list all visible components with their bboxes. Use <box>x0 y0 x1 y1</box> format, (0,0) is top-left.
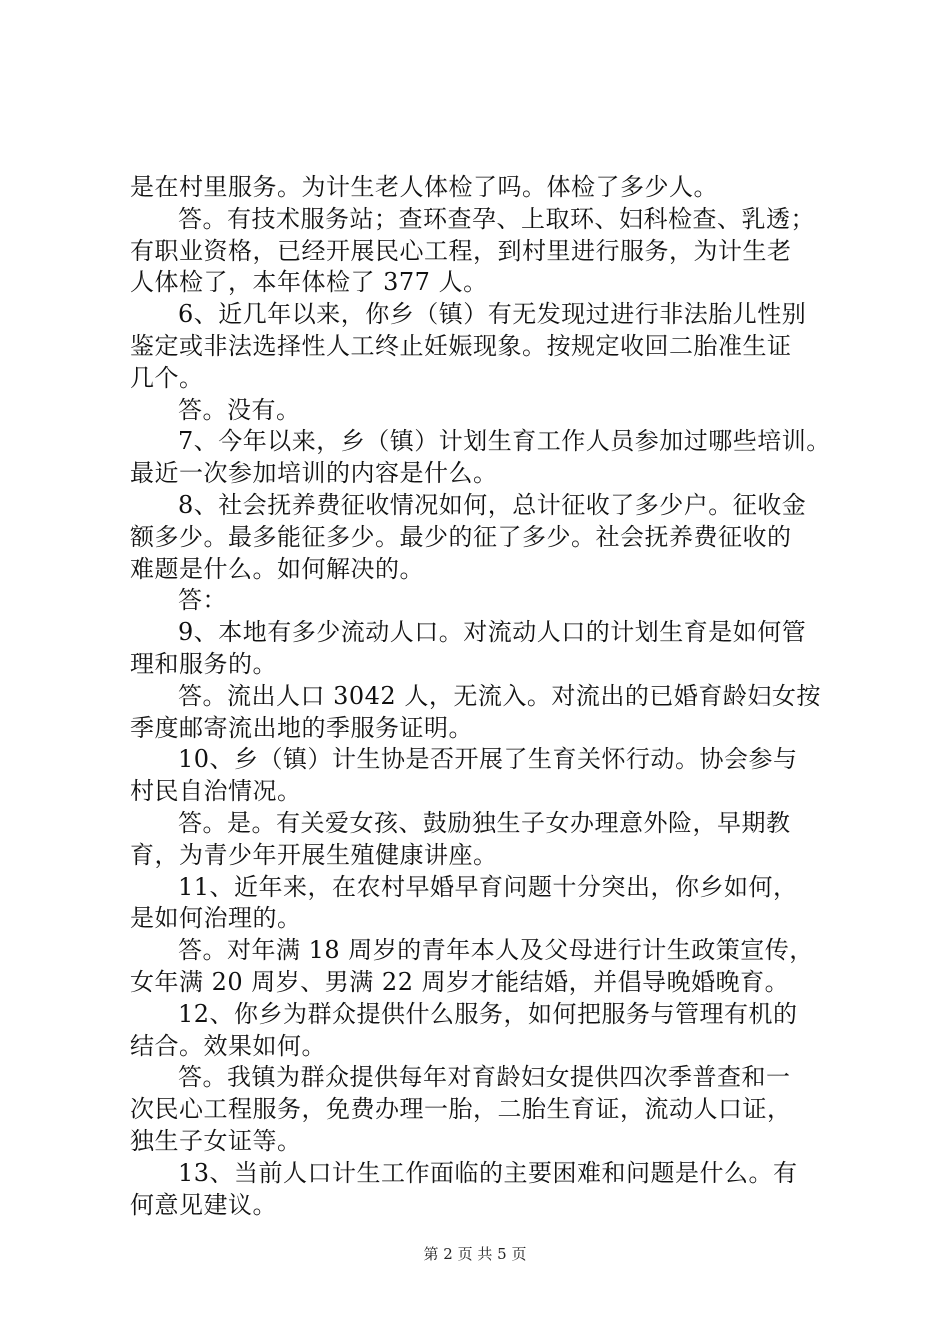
text-line: 几个。 <box>130 363 204 392</box>
text-line: 季度邮寄流出地的季服务证明。 <box>130 713 473 742</box>
text-line: 何意见建议。 <box>130 1190 277 1219</box>
text-line: 有职业资格，已经开展民心工程，到村里进行服务，为计生老 <box>130 236 792 265</box>
question-line: 6、近几年以来，你乡（镇）有无发现过进行非法胎儿性别 <box>178 300 807 329</box>
question-line: 12、你乡为群众提供什么服务，如何把服务与管理有机的 <box>178 999 798 1028</box>
question-line: 8、社会抚养费征收情况如何，总计征收了多少户。征收金 <box>178 490 807 519</box>
text-line: 鉴定或非法选择性人工终止妊娠现象。按规定收回二胎准生证 <box>130 331 792 360</box>
text-line: 理和服务的。 <box>130 649 277 678</box>
text-line: 育，为青少年开展生殖健康讲座。 <box>130 840 498 869</box>
answer-line: 答。对年满 18 周岁的青年本人及父母进行计生政策宣传， <box>178 936 814 965</box>
answer-line: 答。有技术服务站；查环查孕、上取环、妇科检查、乳透； <box>178 204 815 233</box>
text-line: 最近一次参加培训的内容是什么。 <box>130 459 498 488</box>
question-line: 7、今年以来，乡（镇）计划生育工作人员参加过哪些培训。 <box>178 427 831 456</box>
text-line: 难题是什么。如何解决的。 <box>130 554 424 583</box>
answer-line: 答。我镇为群众提供每年对育龄妇女提供四次季普查和一 <box>178 1063 791 1092</box>
document-body <box>130 172 835 1221</box>
text-line: 独生子女证等。 <box>130 1126 302 1155</box>
text-line: 人体检了，本年体检了 377 人。 <box>130 268 488 297</box>
answer-line: 答。是。有关爱女孩、鼓励独生子女办理意外险，早期教 <box>178 808 791 837</box>
text-line: 女年满 20 周岁、男满 22 周岁才能结婚，并倡导晚婚晚育。 <box>130 967 790 996</box>
question-line: 9、本地有多少流动人口。对流动人口的计划生育是如何管 <box>178 618 807 647</box>
answer-line: 答。没有。 <box>178 395 301 424</box>
question-line: 10、乡（镇）计生协是否开展了生育关怀行动。协会参与 <box>178 745 798 774</box>
answer-line: 答。流出人口 3042 人，无流入。对流出的已婚育龄妇女按 <box>178 681 821 710</box>
page-number-footer: 第 2 页 共 5 页 <box>423 1245 527 1263</box>
text-line: 是如何治理的。 <box>130 904 302 933</box>
answer-line: 答： <box>178 586 227 615</box>
text-line: 额多少。最多能征多少。最少的征了多少。社会抚养费征收的 <box>130 522 792 551</box>
text-line: 是在村里服务。为计生老人体检了吗。体检了多少人。 <box>130 173 718 201</box>
question-line: 13、当前人口计生工作面临的主要困难和问题是什么。有 <box>178 1158 798 1187</box>
text-line: 村民自治情况。 <box>130 777 302 806</box>
question-line: 11、近年来，在农村早婚早育问题十分突出，你乡如何， <box>178 872 798 901</box>
text-line: 结合。效果如何。 <box>130 1031 326 1060</box>
text-line: 次民心工程服务，免费办理一胎，二胎生育证，流动人口证， <box>130 1095 792 1124</box>
